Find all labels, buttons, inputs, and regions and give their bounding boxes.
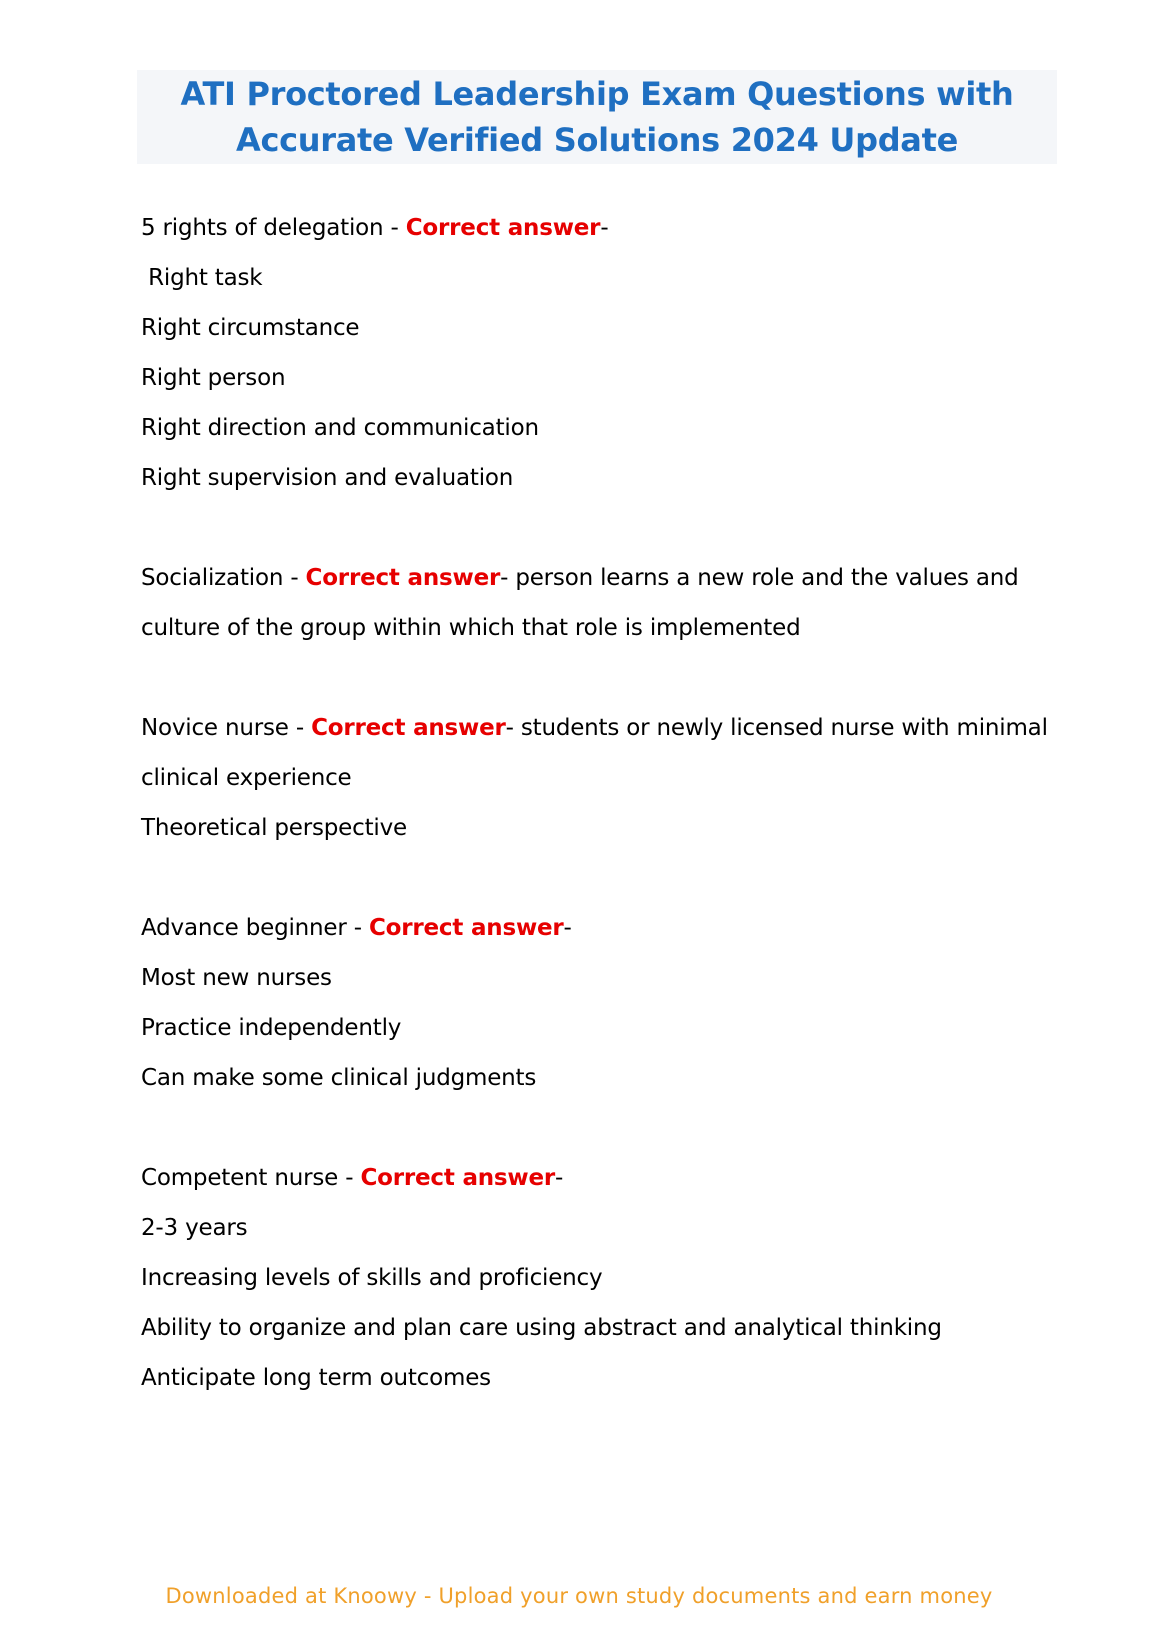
- answer-line: Right task: [141, 265, 263, 291]
- entry-term: Competent nurse -: [141, 1165, 361, 1191]
- entry-spacer: [141, 503, 1061, 553]
- entry-answer-start: -: [555, 1165, 564, 1191]
- answer-line: Right supervision and evaluation: [141, 465, 514, 491]
- answer-line: Theoretical perspective: [141, 815, 407, 841]
- entry-heading: [141, 703, 1061, 753]
- qa-entry-advance-beginner: [141, 903, 1061, 1103]
- entry-term: Socialization -: [141, 565, 306, 591]
- document-title: [137, 70, 1057, 164]
- correct-answer-label: Correct answer: [368, 915, 564, 941]
- entry-heading: [141, 203, 1061, 253]
- qa-entry-delegation: [141, 203, 1061, 503]
- entry-term: Novice nurse -: [141, 715, 312, 741]
- answer-line: 2-3 years: [141, 1215, 248, 1241]
- entry-heading: [141, 1153, 1061, 1203]
- answer-line: Right person: [141, 365, 286, 391]
- entry-spacer: [141, 853, 1061, 903]
- answer-continuation: clinical experience: [141, 765, 352, 791]
- qa-entry-novice-nurse: [141, 703, 1061, 853]
- answer-line: Ability to organize and plan care using abstract and analytical thinking: [141, 1315, 942, 1341]
- entry-term: 5 rights of delegation -: [141, 215, 406, 241]
- answer-line: Can make some clinical judgments: [141, 1065, 537, 1091]
- answer-line: Right circumstance: [141, 315, 360, 341]
- title-line-2: Accurate Verified Solutions 2024 Update: [235, 121, 958, 159]
- answer-line: Right direction and communication: [141, 415, 539, 441]
- answer-line: Most new nurses: [141, 965, 332, 991]
- footer-download-notice: Downloaded at Knoowy - Upload your own study documents and earn money: [165, 1584, 993, 1608]
- entry-spacer: [141, 1103, 1061, 1153]
- entry-heading: [141, 903, 1061, 953]
- correct-answer-label: Correct answer: [360, 1165, 556, 1191]
- entry-term: Advance beginner -: [141, 915, 369, 941]
- answer-line: Increasing levels of skills and proficiency: [141, 1265, 603, 1291]
- answer-line: Practice independently: [141, 1015, 402, 1041]
- entry-answer-start: - students or newly licensed nurse with minimal: [505, 715, 1048, 741]
- entry-answer-start: -: [600, 215, 609, 241]
- correct-answer-label: Correct answer: [405, 215, 601, 241]
- answer-continuation: culture of the group within which that role is implemented: [141, 615, 801, 641]
- entry-answer-start: - person learns a new role and the values and: [500, 565, 1019, 591]
- correct-answer-label: Correct answer: [305, 565, 501, 591]
- entry-spacer: [141, 653, 1061, 703]
- entry-heading: [141, 553, 1061, 603]
- qa-entry-competent-nurse: [141, 1153, 1061, 1403]
- document-body: [141, 203, 1061, 1403]
- qa-entry-socialization: [141, 553, 1061, 653]
- correct-answer-label: Correct answer: [311, 715, 506, 741]
- title-line-1: ATI Proctored Leadership Exam Questions with: [180, 75, 1014, 113]
- answer-line: Anticipate long term outcomes: [141, 1365, 491, 1391]
- entry-answer-start: -: [563, 915, 572, 941]
